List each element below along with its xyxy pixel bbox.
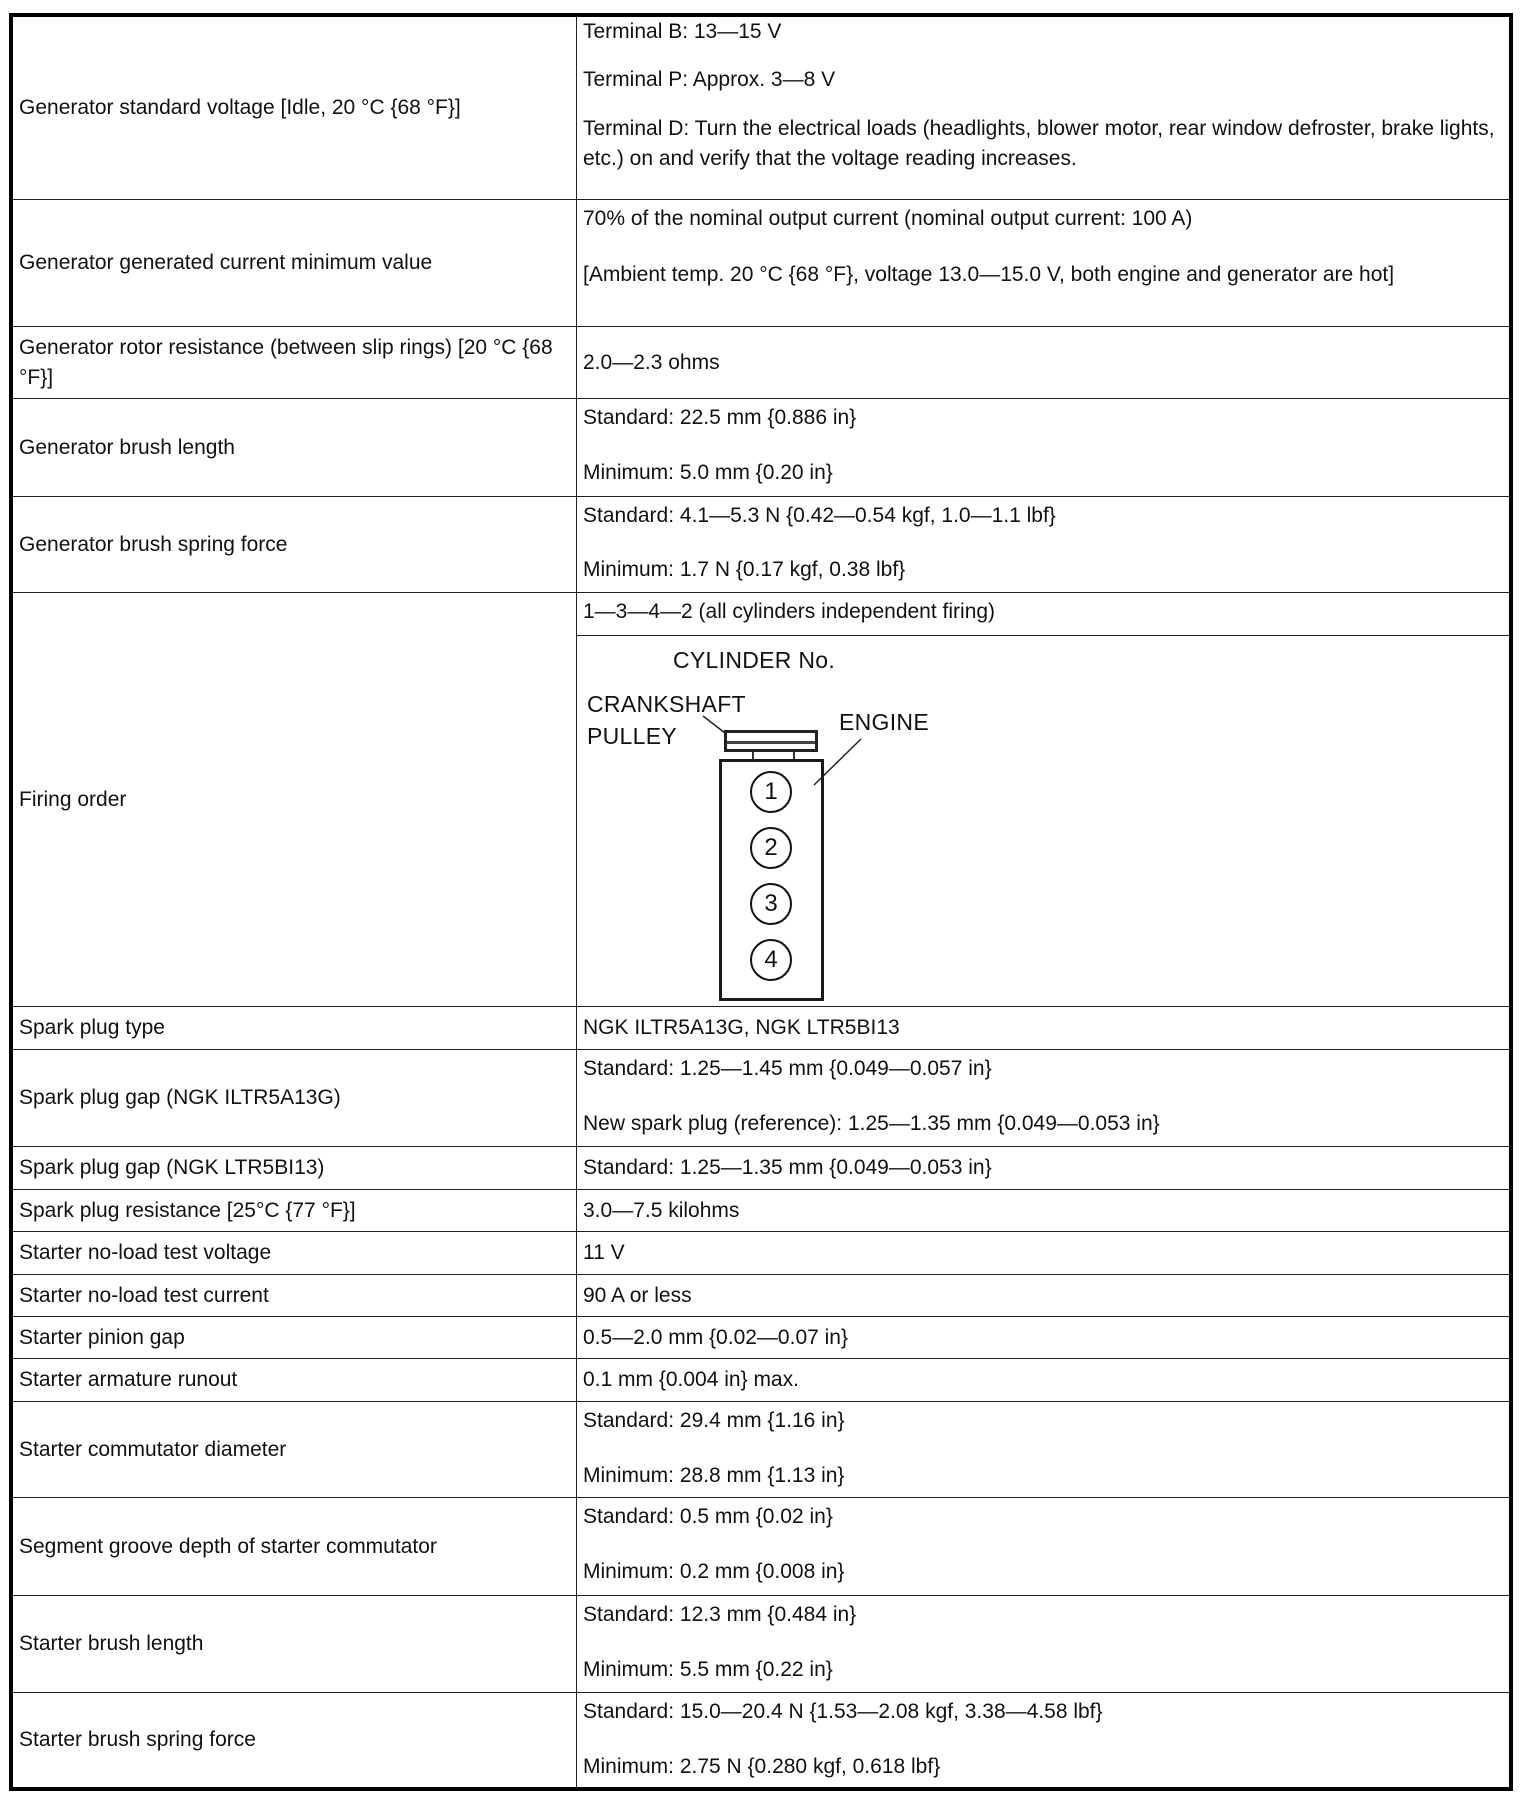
table-row (13, 199, 1509, 326)
leader-lines (577, 636, 977, 1007)
spec-value (577, 1007, 1509, 1049)
spec-value (577, 1190, 1509, 1231)
value-line: [Ambient temp. 20 °C {68 °F}, voltage 13.0—15.0 V, both engine and generator are hot] (583, 263, 1395, 286)
spec-value (577, 1596, 1509, 1692)
cylinder-1-icon: 1 (750, 771, 792, 813)
spec-value (577, 1147, 1509, 1189)
spec-label: Starter no-load test voltage (13, 1232, 577, 1274)
crankshaft-label: CRANKSHAFT (587, 691, 746, 717)
spec-value (577, 1275, 1509, 1316)
spec-value (577, 1359, 1509, 1401)
engine-label: ENGINE (839, 709, 929, 735)
table-row (13, 592, 1509, 1006)
pulley-label: PULLEY (587, 723, 678, 749)
table-row (13, 496, 1509, 592)
spec-label: Starter armature runout (13, 1359, 577, 1401)
spec-value (577, 327, 1509, 398)
table-row (13, 1049, 1509, 1146)
spec-value (577, 17, 1509, 199)
spec-value (577, 399, 1509, 496)
value-line: Terminal P: Approx. 3—8 V (583, 68, 836, 91)
value-line: Standard: 0.5 mm {0.02 in} (583, 1505, 833, 1528)
value-line: 90 A or less (583, 1283, 692, 1307)
table-row (13, 326, 1509, 398)
spec-label: Starter no-load test current (13, 1275, 577, 1316)
value-line: Terminal D: Turn the electrical loads (headlights, blower motor, rear window defroster, brake lights, etc.) on and verify that the voltage reading increases. (583, 117, 1495, 170)
value-line: Minimum: 5.5 mm {0.22 in} (583, 1658, 833, 1681)
spec-value (577, 1498, 1509, 1595)
spec-value (577, 497, 1509, 592)
specifications-table (9, 13, 1513, 1791)
value-line: Terminal B: 13—15 V (583, 20, 782, 43)
spec-value (577, 1317, 1509, 1358)
value-line: 3.0—7.5 kilohms (583, 1198, 740, 1222)
spec-value (577, 1232, 1509, 1274)
spec-value (577, 200, 1509, 326)
value-line: Standard: 15.0—20.4 N {1.53—2.08 kgf, 3.38—4.58 lbf} (583, 1700, 1103, 1723)
spec-value (577, 593, 1509, 1006)
table-row (13, 1401, 1509, 1497)
spec-label: Generator brush length (13, 399, 577, 496)
engine-leader-line (814, 739, 861, 785)
value-line: NGK ILTR5A13G, NGK LTR5BI13 (583, 1016, 900, 1039)
value-line: Standard: 1.25—1.35 mm {0.049—0.053 in} (583, 1156, 992, 1179)
cylinder-4-icon: 4 (750, 939, 792, 981)
spec-value (577, 1402, 1509, 1497)
spec-label: Generator brush spring force (13, 497, 577, 592)
spec-label: Starter brush spring force (13, 1693, 577, 1787)
spec-label: Segment groove depth of starter commutator (13, 1498, 577, 1595)
firing-order-diagram (577, 636, 1509, 1007)
value-line: Minimum: 28.8 mm {1.13 in} (583, 1464, 845, 1487)
spec-label: Starter commutator diameter (13, 1402, 577, 1497)
table-row (13, 1358, 1509, 1401)
table-row (13, 1692, 1509, 1787)
spec-label: Generator standard voltage [Idle, 20 °C {68 °F}] (13, 17, 577, 199)
value-line: Standard: 29.4 mm {1.16 in} (583, 1409, 845, 1432)
cylinder-2-icon: 2 (750, 827, 792, 869)
value-line: Standard: 12.3 mm {0.484 in} (583, 1603, 857, 1626)
pulley-leader-line (703, 716, 725, 733)
value-line: Minimum: 0.2 mm {0.008 in} (583, 1560, 845, 1583)
spec-label: Spark plug gap (NGK LTR5BI13) (13, 1147, 577, 1189)
value-line: Minimum: 1.7 N {0.17 kgf, 0.38 lbf} (583, 558, 906, 581)
value-line: Minimum: 5.0 mm {0.20 in} (583, 461, 833, 484)
table-row (13, 1595, 1509, 1692)
spec-label: Spark plug gap (NGK ILTR5A13G) (13, 1050, 577, 1146)
spec-label: Starter brush length (13, 1596, 577, 1692)
value-line: Standard: 4.1—5.3 N {0.42—0.54 kgf, 1.0—1.1 lbf} (583, 504, 1056, 527)
spec-label: Generator rotor resistance (between slip rings) [20 °C {68 °F}] (13, 327, 577, 398)
value-line: 0.5—2.0 mm {0.02—0.07 in} (583, 1325, 848, 1349)
cylinder-3-icon: 3 (750, 883, 792, 925)
value-line: 70% of the nominal output current (nominal output current: 100 A) (583, 207, 1193, 230)
value-line: 1—3—4—2 (all cylinders independent firing) (583, 600, 996, 623)
value-line: Standard: 1.25—1.45 mm {0.049—0.057 in} (583, 1057, 992, 1080)
spec-label: Spark plug type (13, 1007, 577, 1049)
table-row (13, 1497, 1509, 1595)
spec-label: Firing order (13, 593, 577, 1006)
value-line: 11 V (583, 1241, 625, 1264)
table-row (13, 1189, 1509, 1231)
spec-label: Starter pinion gap (13, 1317, 577, 1358)
spec-value (577, 1693, 1509, 1787)
spec-value (577, 1050, 1509, 1146)
table-row (13, 17, 1509, 199)
table-row (13, 1274, 1509, 1316)
value-line: Standard: 22.5 mm {0.886 in} (583, 406, 857, 429)
table-row (13, 1316, 1509, 1358)
value-line: Minimum: 2.75 N {0.280 kgf, 0.618 lbf} (583, 1755, 941, 1778)
value-line: 0.1 mm {0.004 in} max. (583, 1368, 799, 1391)
table-row (13, 1231, 1509, 1274)
diagram-title: CYLINDER No. (673, 647, 836, 673)
spec-label: Generator generated current minimum value (13, 200, 577, 326)
value-line: New spark plug (reference): 1.25—1.35 mm {0.049—0.053 in} (583, 1112, 1160, 1135)
table-row (13, 398, 1509, 496)
table-row (13, 1146, 1509, 1189)
table-row (13, 1006, 1509, 1049)
spec-label: Spark plug resistance [25°C {77 °F}] (13, 1190, 577, 1231)
value-line: 2.0—2.3 ohms (583, 350, 720, 374)
